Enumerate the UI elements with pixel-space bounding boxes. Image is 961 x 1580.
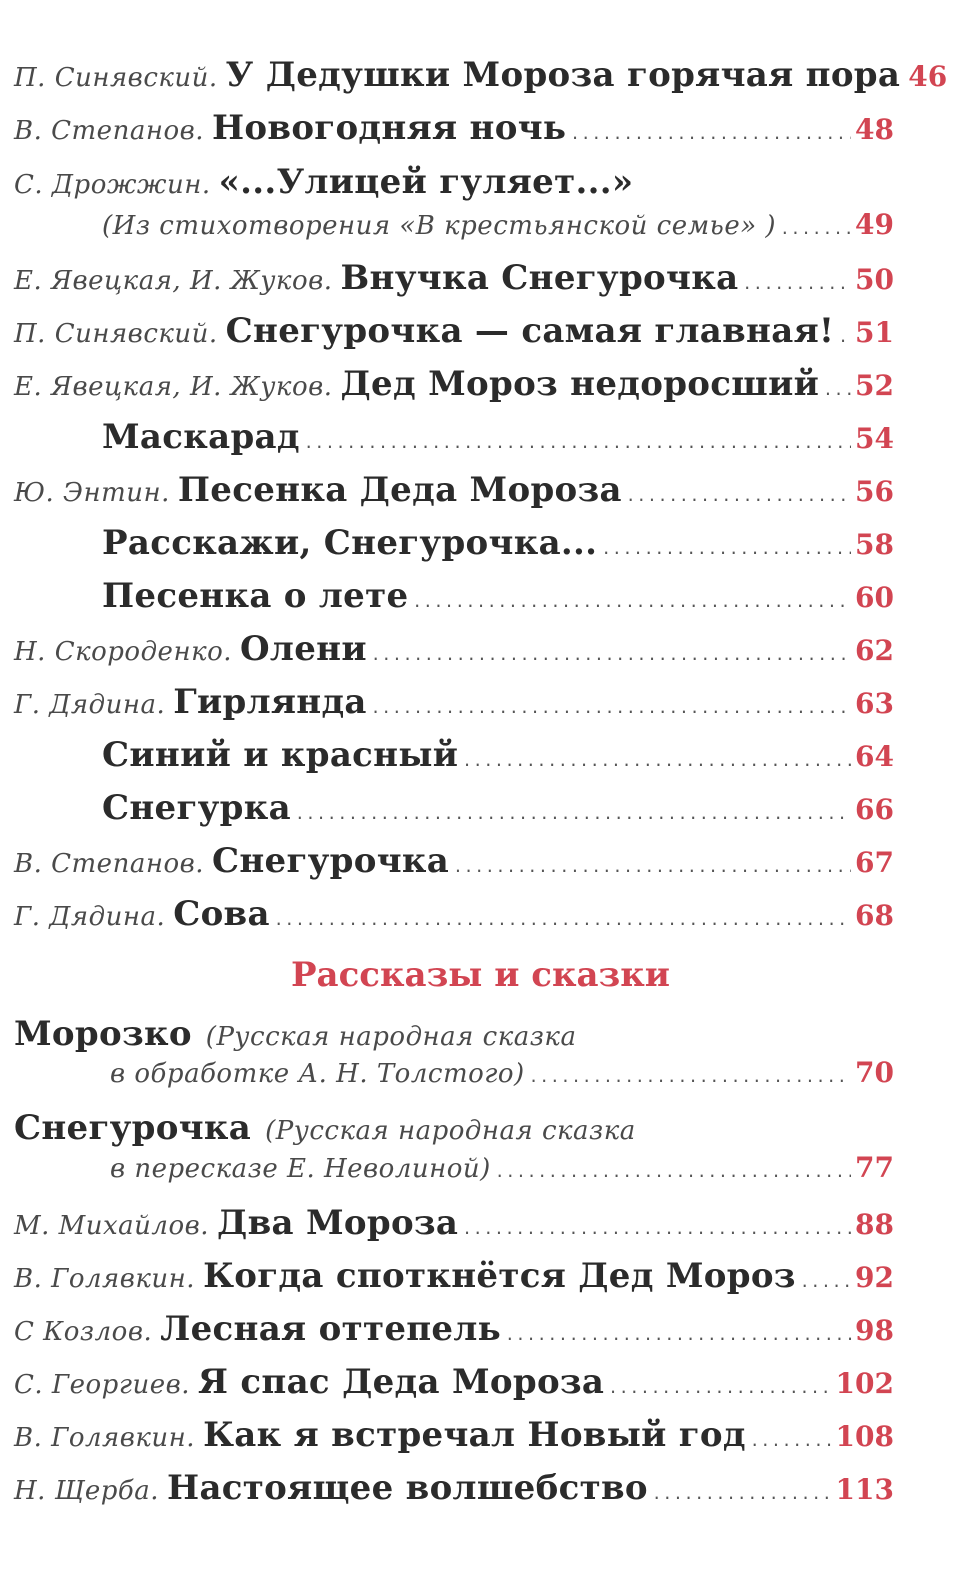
toc-entry (14, 1415, 894, 1455)
toc-entry (14, 1468, 894, 1508)
dot-leader (608, 1378, 831, 1397)
dot-leader (823, 380, 851, 399)
entry-title: Я спас Деда Мороза (198, 1362, 605, 1402)
entry-page: 66 (855, 793, 894, 826)
entry-author: Ю. Энтин. (14, 478, 170, 508)
entry-title: Когда споткнётся Дед Мороз (203, 1256, 796, 1296)
entry-page: 56 (855, 475, 894, 508)
entry-author: С. Дрожжин. (14, 170, 211, 200)
toc-entry (14, 1362, 894, 1402)
entry-page: 52 (855, 369, 894, 402)
entry-author: Н. Скороденко. (14, 637, 233, 667)
entry-author: Е. Явецкая, И. Жуков. (14, 266, 333, 296)
toc-entry (14, 470, 894, 510)
entry-note: (Русская народная сказка (265, 1116, 636, 1146)
entry-page: 50 (855, 263, 894, 296)
entry-title: Сова (173, 894, 270, 934)
toc-entry-continuation (110, 1056, 894, 1089)
entry-title: Два Мороза (217, 1203, 459, 1243)
toc-entry (14, 162, 894, 202)
toc-entry (14, 1309, 894, 1349)
entry-page: 51 (855, 316, 894, 349)
entry-title: Маскарад (102, 417, 300, 457)
dot-leader (274, 910, 851, 929)
toc-entry (102, 735, 894, 775)
entry-page: 68 (855, 899, 894, 932)
dot-leader (462, 1219, 851, 1238)
toc-entry (14, 629, 894, 669)
entry-page: 67 (855, 846, 894, 879)
entry-title: Гирлянда (173, 682, 367, 722)
dot-leader (529, 1067, 851, 1086)
entry-title: Песенка Деда Мороза (177, 470, 622, 510)
entry-title: У Дедушки Мороза горячая пора (225, 55, 901, 95)
entry-page: 64 (855, 740, 894, 773)
entry-author: С. Георгиев. (14, 1370, 190, 1400)
dot-leader (371, 645, 851, 664)
entry-page: 108 (835, 1420, 894, 1453)
entry-title: Снегурочка (14, 1108, 252, 1148)
dot-leader (601, 539, 851, 558)
entry-page: 54 (855, 422, 894, 455)
entry-title: Лесная оттепель (160, 1309, 502, 1349)
section-heading: Рассказы и сказки (290, 955, 670, 995)
entry-page: 113 (835, 1473, 894, 1506)
entry-page: 92 (855, 1261, 894, 1294)
entry-page: 46 (908, 60, 948, 93)
entry-title: Морозко (14, 1014, 192, 1054)
entry-page: 88 (855, 1208, 894, 1241)
toc-entry-continuation (102, 208, 894, 241)
toc-entry (102, 417, 894, 457)
toc-entry (14, 258, 894, 298)
entry-page: 98 (855, 1314, 894, 1347)
toc-entry (102, 788, 894, 828)
entry-title: Снегурочка (212, 841, 450, 881)
entry-title: Снегурка (102, 788, 291, 828)
dot-leader (780, 219, 851, 238)
entry-title: Новогодняя ночь (212, 108, 567, 148)
entry-page: 77 (855, 1151, 894, 1184)
toc-entry (14, 1203, 894, 1243)
entry-author: В. Степанов. (14, 116, 204, 146)
entry-page: 62 (855, 634, 894, 667)
dot-leader (626, 486, 851, 505)
entry-page: 49 (855, 208, 894, 241)
dot-leader (295, 804, 851, 823)
dot-leader (838, 327, 851, 346)
dot-leader (742, 274, 851, 293)
dot-leader (412, 592, 851, 611)
entry-author: Г. Дядина. (14, 902, 166, 932)
entry-note: (Русская народная сказка (205, 1022, 577, 1052)
entry-author: Е. Явецкая, И. Жуков. (14, 372, 333, 402)
dot-leader (304, 433, 851, 452)
toc-entry (14, 1108, 894, 1148)
entry-title: «...Улицей гуляет...» (218, 162, 634, 202)
toc-entry (14, 682, 894, 722)
entry-author: В. Голявкин. (14, 1423, 196, 1453)
entry-note: (Из стихотворения «В крестьянской семье» ) (102, 211, 777, 241)
entry-author: П. Синявский. (14, 319, 218, 349)
dot-leader (462, 751, 851, 770)
entry-title: Расскажи, Снегурочка... (102, 523, 598, 563)
entry-title: Настоящее волшебство (167, 1468, 648, 1508)
entry-note: в пересказе Е. Неволиной) (110, 1154, 491, 1184)
entry-page: 63 (855, 687, 894, 720)
toc-entry (14, 364, 894, 404)
entry-title: Внучка Снегурочка (340, 258, 739, 298)
dot-leader (570, 124, 851, 143)
entry-page: 102 (835, 1367, 894, 1400)
dot-leader (453, 857, 851, 876)
dot-leader (505, 1325, 851, 1344)
toc-entry (14, 1256, 894, 1296)
toc-entry-continuation (110, 1151, 894, 1184)
toc-entry (14, 108, 894, 148)
dot-leader (652, 1484, 832, 1503)
entry-author: Г. Дядина. (14, 690, 166, 720)
entry-author: В. Голявкин. (14, 1264, 196, 1294)
entry-title: Как я встречал Новый год (203, 1415, 746, 1455)
toc-entry (14, 894, 894, 934)
entry-note: в обработке А. Н. Толстого) (110, 1059, 525, 1089)
entry-author: В. Степанов. (14, 849, 204, 879)
entry-page: 60 (855, 581, 894, 614)
entry-page: 58 (855, 528, 894, 561)
entry-title: Олени (240, 629, 367, 669)
entry-title: Дед Мороз недоросший (340, 364, 820, 404)
toc-entry (102, 576, 894, 616)
entry-author: М. Михайлов. (14, 1211, 210, 1241)
entry-author: С Козлов. (14, 1317, 153, 1347)
entry-title: Синий и красный (102, 735, 459, 775)
toc-entry (14, 1014, 894, 1054)
entry-title: Снегурочка — самая главная! (225, 311, 835, 351)
toc-entry (102, 523, 894, 563)
toc-entry (14, 311, 894, 351)
dot-leader (750, 1431, 832, 1450)
entry-page: 70 (855, 1056, 894, 1089)
dot-leader (800, 1272, 851, 1291)
entry-title: Песенка о лете (102, 576, 409, 616)
dot-leader (495, 1162, 851, 1181)
entry-author: Н. Щерба. (14, 1476, 160, 1506)
entry-page: 48 (855, 113, 894, 146)
toc-entry (14, 841, 894, 881)
entry-author: П. Синявский. (14, 63, 218, 93)
dot-leader (371, 698, 851, 717)
toc-entry (14, 55, 948, 95)
